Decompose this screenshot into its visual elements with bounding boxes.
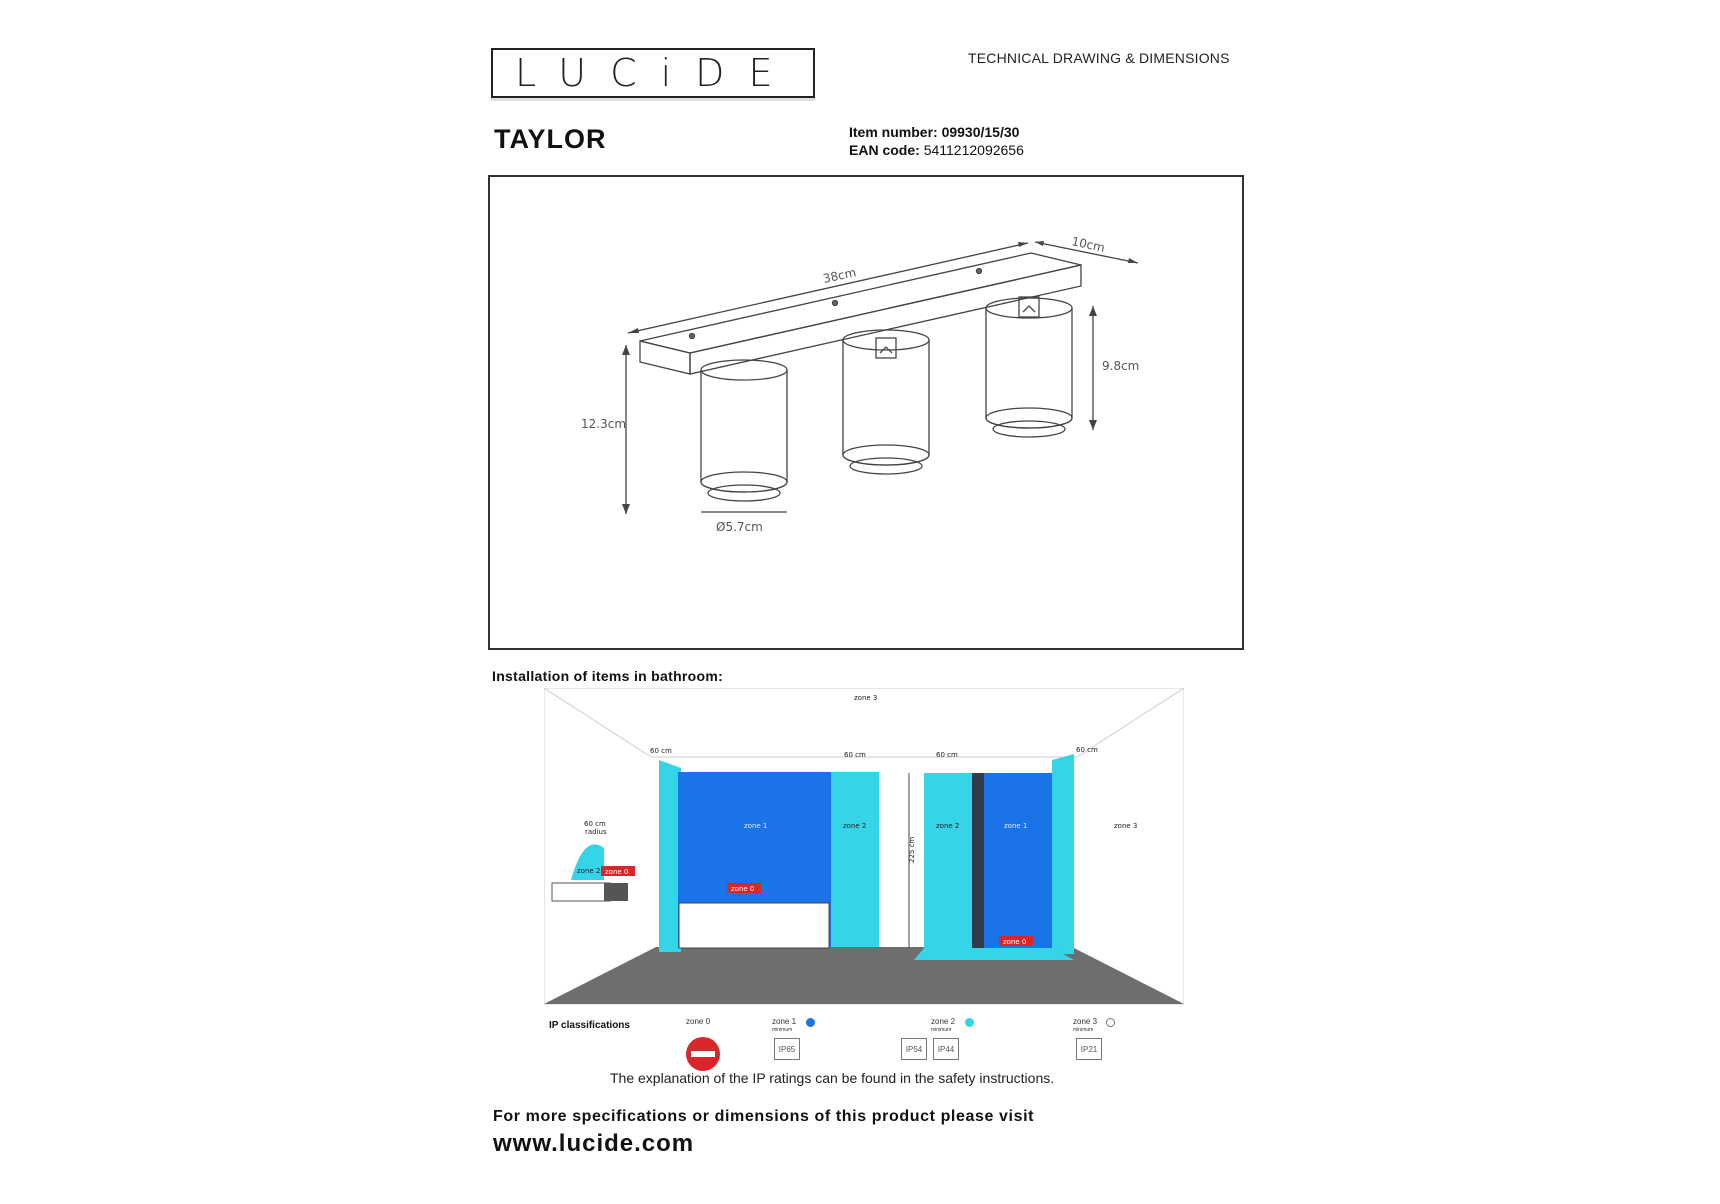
- dist-60-right: 60 cm: [1076, 746, 1098, 754]
- ean-code-label: EAN code:: [849, 142, 920, 158]
- logo-underline: [491, 98, 815, 101]
- zone2-bath-left: [659, 760, 681, 952]
- ip-zone0-label: zone 0: [686, 1017, 711, 1026]
- spotlight-2: [843, 330, 929, 474]
- dim-total-height-label: 12.3cm: [581, 417, 627, 431]
- zone0-sink-label: zone 0: [605, 868, 629, 876]
- ip-ratings-note: The explanation of the IP ratings can be found in the safety instructions.: [610, 1070, 1055, 1086]
- zone1-bath-label: zone 1: [744, 822, 768, 830]
- zone2-sink-label: zone 2: [577, 867, 601, 875]
- sink: [552, 883, 610, 901]
- shower-wall: [972, 773, 984, 948]
- lucide-logo: LUCiDE: [491, 48, 815, 98]
- footer-specifications-text: For more specifications or dimensions of this product please visit: [493, 1108, 1035, 1125]
- zone1-color-dot: [806, 1018, 815, 1027]
- ceiling-plate-top: [640, 253, 1081, 353]
- bathroom-installation-title: Installation of items in bathroom:: [492, 668, 724, 684]
- screw-hole: [977, 269, 982, 274]
- dist-60-mid-right: 60 cm: [936, 751, 958, 759]
- item-number-value: 09930/15/30: [941, 124, 1020, 140]
- item-number-label: Item number:: [849, 124, 938, 140]
- screw-hole: [690, 334, 695, 339]
- zone2-bath-label: zone 2: [843, 822, 867, 830]
- zone0-shower-label: zone 0: [1003, 938, 1027, 946]
- ip-zone1-label: zone 1: [772, 1017, 797, 1026]
- zone2-shower-label: zone 2: [936, 822, 960, 830]
- footer-website-link[interactable]: www.lucide.com: [493, 1130, 695, 1157]
- sink-cabinet: [604, 883, 628, 901]
- ip-zone1-sub: minimum: [772, 1027, 793, 1033]
- bathtub: [679, 903, 829, 948]
- screw-hole: [833, 301, 838, 306]
- zone2-color-dot: [965, 1018, 974, 1027]
- ip65-box: IP65: [774, 1038, 800, 1060]
- floor: [544, 947, 1184, 1004]
- ip-classifications-title: IP classifications: [549, 1020, 630, 1031]
- zone3-color-dot: [1106, 1018, 1115, 1027]
- shower-floor-zone: [914, 948, 1074, 960]
- ip-zone2-sub: minimum: [931, 1027, 952, 1033]
- product-name: TAYLOR: [494, 124, 607, 154]
- no-entry-icon: [684, 1035, 722, 1073]
- dim-diameter-label: Ø5.7cm: [716, 520, 763, 534]
- ean-code-line: [849, 142, 1024, 158]
- spotlight-3: [986, 297, 1072, 437]
- zone2-shower-left: [924, 773, 972, 948]
- zone1-shower-label: zone 1: [1004, 822, 1028, 830]
- document-type-heading: TECHNICAL DRAWING & DIMENSIONS: [968, 50, 1230, 66]
- zone3-right-label: zone 3: [1114, 822, 1138, 830]
- dim-line-length: [628, 243, 1028, 333]
- radius-label-2: radius: [585, 828, 607, 836]
- technical-drawing: [488, 175, 1244, 650]
- ip-zone3-label: zone 3: [1073, 1017, 1098, 1026]
- height-label: 225 cm: [908, 836, 916, 863]
- ceiling-plate-front: [640, 341, 690, 374]
- dim-length-label: 38cm: [821, 265, 858, 286]
- item-number-line: [849, 124, 1019, 140]
- ip21-box: IP21: [1076, 1038, 1102, 1060]
- zone2-shower-right: [1052, 754, 1074, 954]
- ip54-box: IP54: [901, 1038, 927, 1060]
- dist-60-mid-left: 60 cm: [844, 751, 866, 759]
- dim-spot-height-label: 9.8cm: [1102, 359, 1140, 373]
- zone3-top-label: zone 3: [854, 694, 878, 702]
- zone0-bath-label: zone 0: [731, 885, 755, 893]
- radius-label-1: 60 cm: [584, 820, 606, 828]
- ip-zone3-sub: minimum: [1073, 1027, 1094, 1033]
- bathroom-zones-diagram: [544, 688, 1184, 1013]
- spotlight-1: [701, 360, 787, 501]
- ip-zone2-label: zone 2: [931, 1017, 956, 1026]
- zone2-bath-right: [831, 772, 879, 947]
- dist-60-left: 60 cm: [650, 747, 672, 755]
- ean-code-value: 5411212092656: [923, 142, 1024, 158]
- dim-width-label: 10cm: [1070, 234, 1107, 255]
- ip44-box: IP44: [933, 1038, 959, 1060]
